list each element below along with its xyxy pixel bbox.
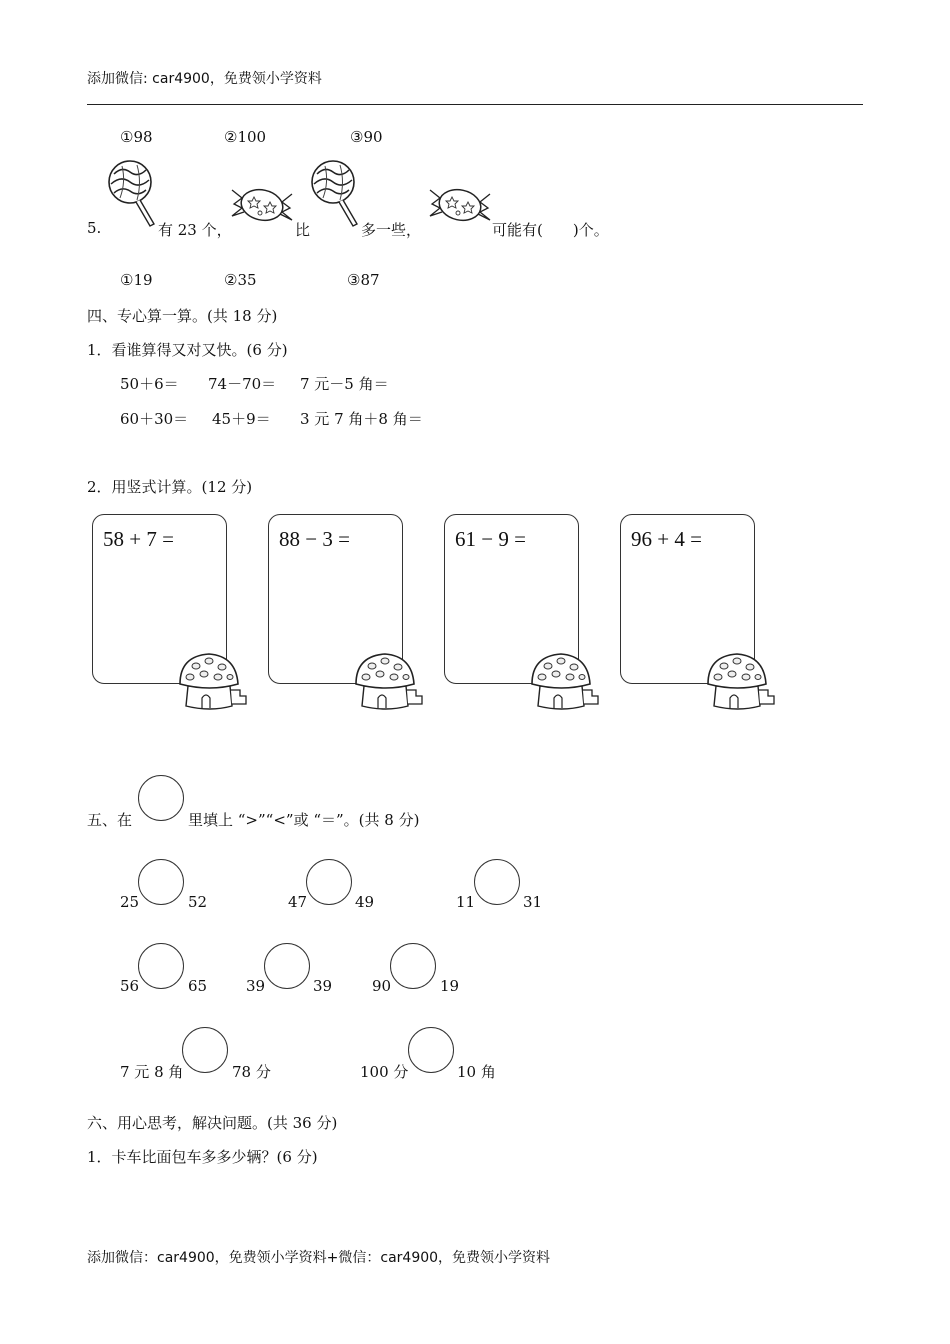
compare-left-value: 25 xyxy=(120,893,140,911)
compare-right-value: 19 xyxy=(440,977,460,995)
q5-text-2: 比 xyxy=(295,221,311,239)
section6-q1: 1．卡车比面包车多多少辆？(6 分) xyxy=(87,1148,318,1166)
mushroom-house-icon xyxy=(352,650,424,712)
vertical-calc-expression: 88 − 3 = xyxy=(279,527,350,551)
section6-title: 六、用心思考，解决问题。(共 36 分) xyxy=(87,1114,338,1132)
q4-option-1: ①98 xyxy=(120,128,153,146)
compare-right-value: 49 xyxy=(355,893,375,911)
compare-answer-circle[interactable] xyxy=(182,1027,228,1073)
lollipop-icon xyxy=(104,158,162,228)
compare-right-value: 39 xyxy=(313,977,333,995)
page-footer: 添加微信：car4900，免费领小学资料+微信：car4900，免费领小学资料 xyxy=(87,1250,551,1266)
candy-icon xyxy=(228,180,296,230)
calc-item: 7 元－5 角＝ xyxy=(300,375,389,393)
section4-q1-title: 1．看谁算得又对又快。(6 分) xyxy=(87,341,288,359)
q4-option-2: ②100 xyxy=(224,128,267,146)
compare-answer-circle[interactable] xyxy=(138,859,184,905)
compare-answer-circle[interactable] xyxy=(390,943,436,989)
compare-right-value: 31 xyxy=(523,893,543,911)
compare-right-value: 52 xyxy=(188,893,208,911)
mushroom-house-icon xyxy=(176,650,248,712)
compare-left-value: 39 xyxy=(246,977,266,995)
calc-item: 45＋9＝ xyxy=(212,410,271,428)
section5-title-suffix: 里填上 “>”“<”或 “＝”。(共 8 分) xyxy=(188,811,420,829)
lollipop-icon xyxy=(307,158,365,228)
calc-item: 50＋6＝ xyxy=(120,375,179,393)
calc-item: 74－70＝ xyxy=(208,375,277,393)
compare-right-value: 10 角 xyxy=(457,1063,496,1081)
page-header: 添加微信: car4900，免费领小学资料 xyxy=(87,71,322,87)
compare-left-value: 90 xyxy=(372,977,392,995)
q4-option-3: ③90 xyxy=(350,128,383,146)
vertical-calc-expression: 58 + 7 = xyxy=(103,527,174,551)
sample-circle xyxy=(138,775,184,821)
calc-item: 60＋30＝ xyxy=(120,410,189,428)
compare-left-value: 56 xyxy=(120,977,140,995)
vertical-calc-expression: 96 + 4 = xyxy=(631,527,702,551)
q5-option-3: ③87 xyxy=(347,271,380,289)
section4-title: 四、专心算一算。(共 18 分) xyxy=(87,307,278,325)
compare-left-value: 47 xyxy=(288,893,308,911)
compare-answer-circle[interactable] xyxy=(138,943,184,989)
compare-answer-circle[interactable] xyxy=(264,943,310,989)
mushroom-house-icon xyxy=(528,650,600,712)
section4-q2-title: 2．用竖式计算。(12 分) xyxy=(87,478,253,496)
vertical-calc-expression: 61 − 9 = xyxy=(455,527,526,551)
compare-right-value: 78 分 xyxy=(232,1063,271,1081)
q5-number: 5. xyxy=(87,219,102,237)
compare-right-value: 65 xyxy=(188,977,208,995)
compare-left-value: 100 分 xyxy=(360,1063,409,1081)
compare-answer-circle[interactable] xyxy=(474,859,520,905)
calc-item: 3 元 7 角＋8 角＝ xyxy=(300,410,423,428)
header-divider xyxy=(87,104,863,105)
candy-icon xyxy=(426,180,494,230)
compare-left-value: 7 元 8 角 xyxy=(120,1063,184,1081)
compare-left-value: 11 xyxy=(456,893,476,911)
q5-text-1: 有 23 个， xyxy=(158,221,232,239)
q5-option-1: ①19 xyxy=(120,271,153,289)
section5-title-prefix: 五、在 xyxy=(87,811,133,829)
compare-answer-circle[interactable] xyxy=(306,859,352,905)
compare-answer-circle[interactable] xyxy=(408,1027,454,1073)
q5-text-4: 可能有( )个。 xyxy=(492,221,609,239)
q5-text-3: 多一些， xyxy=(361,221,422,239)
q5-option-2: ②35 xyxy=(224,271,257,289)
mushroom-house-icon xyxy=(704,650,776,712)
